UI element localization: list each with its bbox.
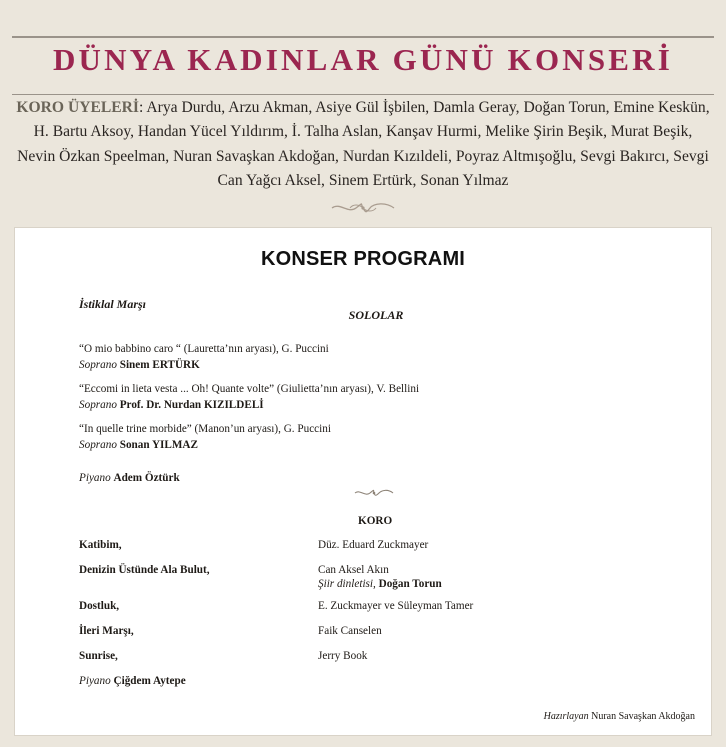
choir-piece-title: Katibim, [79,539,122,551]
prepared-name: Nuran Savaşkan Akdoğan [591,711,695,722]
members-separator: : [139,99,144,116]
prepared-by [544,711,695,722]
choir-piece-credit: Can Aksel Akın [318,564,389,576]
solo-pianist [79,472,180,484]
program-title: KONSER PROGRAMI [260,248,466,270]
choir-piece-title: Sunrise, [79,650,118,662]
choir-piece-credit: Düz. Eduard Zuckmayer [318,539,429,551]
singer-name: Prof. Dr. Nurdan KIZILDELİ [119,399,264,411]
poem-reader: Doğan Torun [378,578,442,590]
pianist-name: Adem Öztürk [113,472,180,484]
flourish-ornament-icon [353,487,395,499]
program-card [14,227,712,736]
piano-role: Piyano [79,472,111,484]
poem-label: Şiir dinletisi, [318,578,376,590]
choir-piece-title: Denizin Üstünde Ala Bulut, [79,564,210,576]
singer-name: Sinem ERTÜRK [119,359,200,371]
choir-piece-credit: E. Zuckmayer ve Süleyman Tamer [318,600,474,612]
solo-performer [79,399,264,411]
poem-recital [318,578,442,590]
solo-performer [79,359,200,371]
choir-pianist [79,675,186,687]
piano-role: Piyano [79,675,111,687]
voice-type: Soprano [79,359,117,371]
choir-heading: KORO [358,515,393,527]
top-rule [12,36,714,38]
title-underline [12,94,714,95]
page-title: DÜNYA KADINLAR GÜNÜ KONSERİ [52,42,674,77]
choir-piece-title: İleri Marşı, [79,625,134,637]
choir-piece-title: Dostluk, [79,600,120,612]
choir-members [14,96,712,193]
voice-type: Soprano [79,439,117,451]
choir-piece-credit: Jerry Book [318,650,368,662]
flourish-ornament-icon [330,200,396,216]
anthem-title: İstiklal Marşı [79,297,147,311]
solo-piece: “Eccomi in lieta vesta ... Oh! Quante volte” (Giulietta’nın aryası), V. Bellini [79,383,420,395]
singer-name: Sonan YILMAZ [119,439,198,451]
solo-piece: “In quelle trine morbide” (Manon’un aryası), G. Puccini [79,423,331,435]
solo-piece: “O mio babbino caro “ (Lauretta’nın aryası), G. Puccini [79,343,329,355]
pianist-name: Çiğdem Aytepe [113,675,186,687]
members-label: KORO ÜYELERİ [16,99,139,116]
choir-piece-credit: Faik Canselen [318,625,382,637]
solos-heading: SOLOLAR [348,308,404,322]
voice-type: Soprano [79,399,117,411]
prepared-label: Hazırlayan [543,711,589,722]
members-names: Arya Durdu, Arzu Akman, Asiye Gül İşbilen, Damla Geray, Doğan Torun, Emine Keskün, H. Bartu Aksoy, Handan Yücel Yıldırım, İ. Talha Aslan, Kanşav Hurmi, Melike Şirin Beşik, Murat Beşik, Nevin Özkan Speelman, Nuran Savaşkan Akdoğan, Nurdan Kızıldeli, Poyraz Altmışoğlu, Sevgi Bakırcı, Sevgi Can Yağcı Aksel, Sinem Ertürk, Sonan Yılmaz [17,99,710,189]
solo-performer [79,439,198,451]
